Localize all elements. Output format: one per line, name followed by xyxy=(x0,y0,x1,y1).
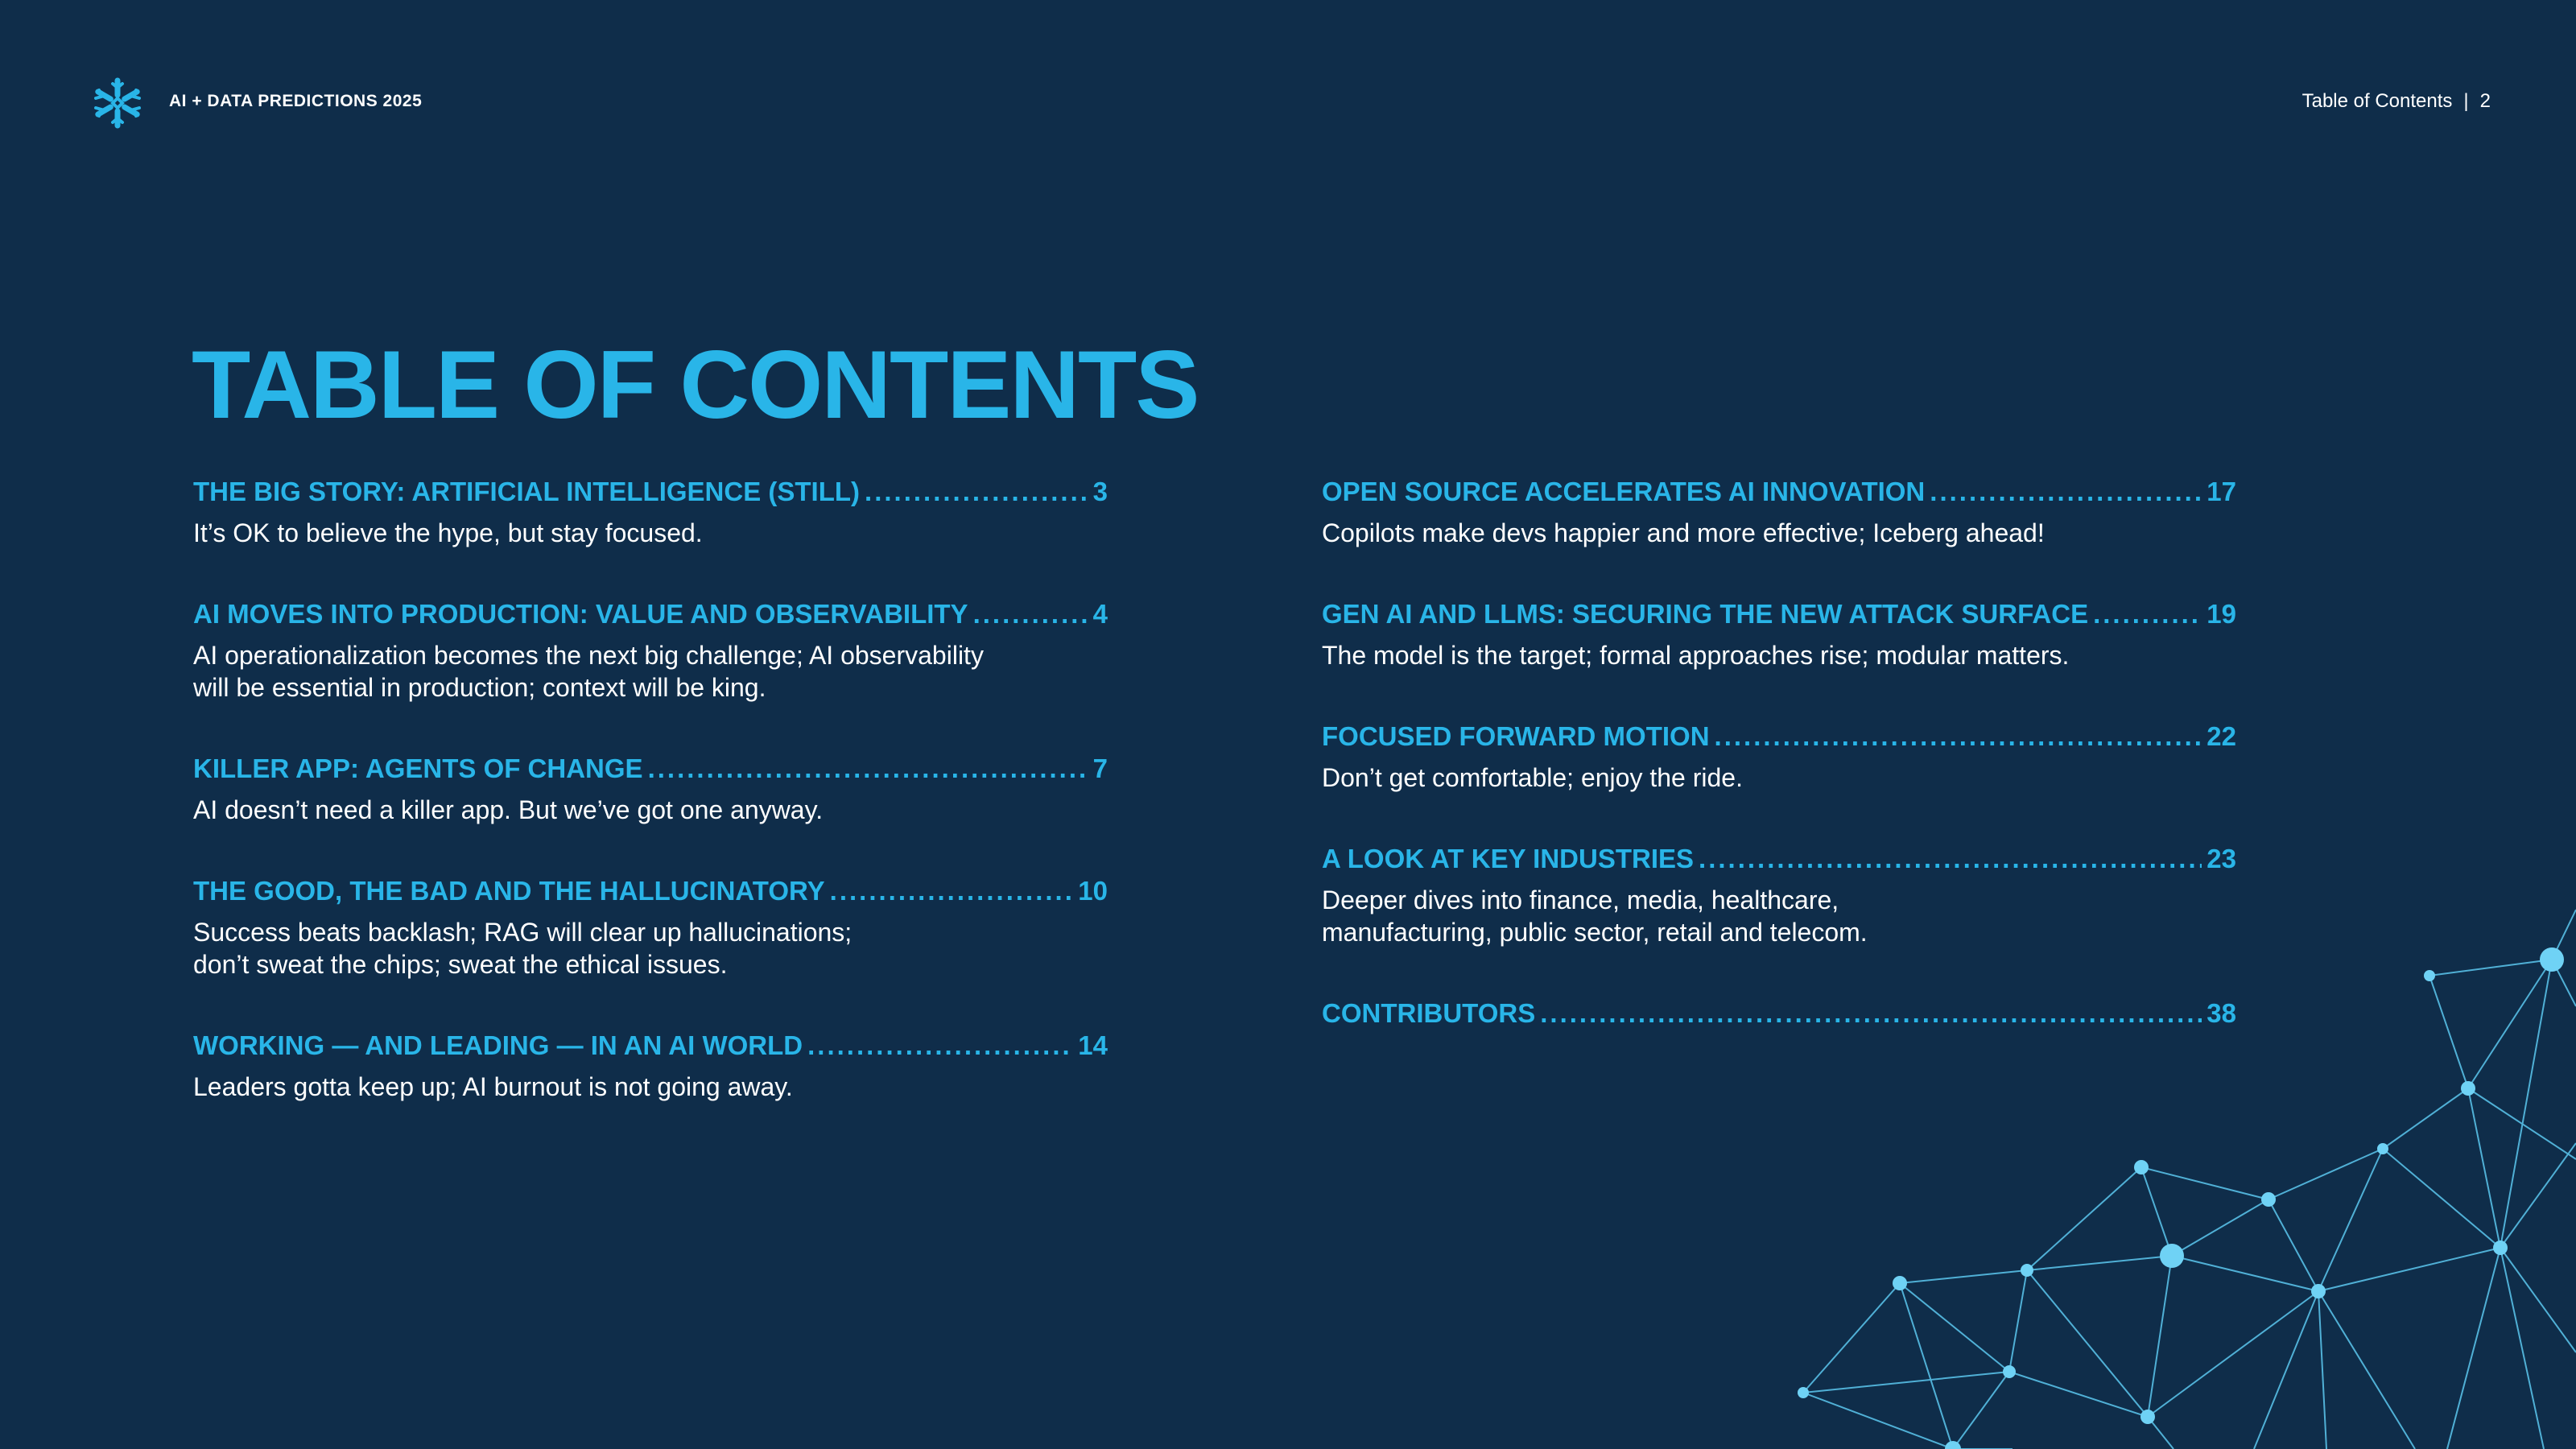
page-number: 2 xyxy=(2479,90,2491,112)
network-graph-icon xyxy=(1771,902,2576,1449)
toc-entry[interactable] xyxy=(1322,718,2236,794)
toc-entry-page: 14 xyxy=(1078,1030,1108,1060)
toc-entry-page: 22 xyxy=(2207,721,2236,751)
dot-leader xyxy=(830,873,1074,910)
dot-leader xyxy=(1699,840,2202,877)
toc-entry-heading-row xyxy=(193,473,1108,510)
toc-entry[interactable] xyxy=(1322,473,2236,549)
toc-entry-heading-row xyxy=(193,750,1108,787)
toc-entry[interactable] xyxy=(193,1027,1108,1103)
toc-entry-title: CONTRIBUTORS xyxy=(1322,998,1536,1028)
toc-entry-heading-row xyxy=(1322,473,2236,510)
toc-entry-description: Copilots make devs happier and more effective; Iceberg ahead! xyxy=(1322,518,2045,547)
dot-leader xyxy=(973,596,1088,633)
page-header xyxy=(0,0,2576,209)
dot-leader xyxy=(2093,596,2202,633)
toc-entry-description: AI operationalization becomes the next big challenge; AI observability will be essential in production; context will be king. xyxy=(193,641,984,702)
toc-entry-title: WORKING — AND LEADING — IN AN AI WORLD xyxy=(193,1030,803,1060)
snowflake-icon xyxy=(92,77,143,129)
toc-entry-description: Success beats backlash; RAG will clear up hallucinations; don’t sweat the chips; sweat the ethical issues. xyxy=(193,918,852,979)
toc-entry-heading-row xyxy=(193,873,1108,910)
dot-leader xyxy=(648,750,1088,787)
toc-entry-heading-row xyxy=(1322,596,2236,633)
dot-leader xyxy=(1930,473,2202,510)
dot-leader xyxy=(807,1027,1073,1064)
page-title: TABLE OF CONTENTS xyxy=(192,331,1199,439)
toc-entry-heading-row xyxy=(1322,718,2236,755)
toc-entry-page: 23 xyxy=(2207,844,2236,873)
toc-entry-description: Deeper dives into finance, media, healthcare, manufacturing, public sector, retail and telecom. xyxy=(1322,886,1868,947)
toc-entry-title: FOCUSED FORWARD MOTION xyxy=(1322,721,1710,751)
toc-entry-description: AI doesn’t need a killer app. But we’ve got one anyway. xyxy=(193,795,824,824)
toc-entry[interactable] xyxy=(193,750,1108,826)
report-name: AI + DATA PREDICTIONS 2025 xyxy=(169,92,423,110)
toc-entry-title: KILLER APP: AGENTS OF CHANGE xyxy=(193,753,643,783)
dot-leader xyxy=(1715,718,2202,755)
toc-entry-heading-row xyxy=(1322,840,2236,877)
toc-entry-title: THE GOOD, THE BAD AND THE HALLUCINATORY xyxy=(193,876,825,906)
toc-entry-heading-row xyxy=(193,596,1108,633)
toc-entry-page: 38 xyxy=(2207,998,2236,1028)
toc-entry-title: OPEN SOURCE ACCELERATES AI INNOVATION xyxy=(1322,477,1926,506)
dot-leader xyxy=(865,473,1088,510)
section-name: Table of Contents xyxy=(2301,90,2453,112)
toc-entry-page: 7 xyxy=(1092,753,1108,783)
separator: | xyxy=(2463,90,2469,112)
toc-entry-heading-row xyxy=(193,1027,1108,1064)
toc-entry-title: THE BIG STORY: ARTIFICIAL INTELLIGENCE (STILL) xyxy=(193,477,861,506)
toc-entry-description: It’s OK to believe the hype, but stay focused. xyxy=(193,518,703,547)
toc-entry-page: 10 xyxy=(1078,876,1108,906)
toc-entry-page: 4 xyxy=(1092,599,1108,629)
toc-entry[interactable] xyxy=(193,473,1108,549)
toc-entry-description: Leaders gotta keep up; AI burnout is not going away. xyxy=(193,1072,793,1101)
toc-entry[interactable] xyxy=(193,873,1108,980)
toc-entry-title: AI MOVES INTO PRODUCTION: VALUE AND OBSERVABILITY xyxy=(193,599,968,629)
page-reference xyxy=(2302,90,2491,113)
toc-entry-page: 3 xyxy=(1092,477,1108,506)
toc-entry[interactable] xyxy=(193,596,1108,704)
toc-entry-description: Don’t get comfortable; enjoy the ride. xyxy=(1322,763,1743,792)
toc-entry-description: The model is the target; formal approaches rise; modular matters. xyxy=(1322,641,2070,670)
toc-entry-title: A LOOK AT KEY INDUSTRIES xyxy=(1322,844,1695,873)
toc-entry-page: 19 xyxy=(2207,599,2236,629)
toc-entry-title: GEN AI AND LLMS: SECURING THE NEW ATTACK SURFACE xyxy=(1322,599,2089,629)
toc-entry[interactable] xyxy=(1322,596,2236,671)
toc-entry-page: 17 xyxy=(2207,477,2236,506)
